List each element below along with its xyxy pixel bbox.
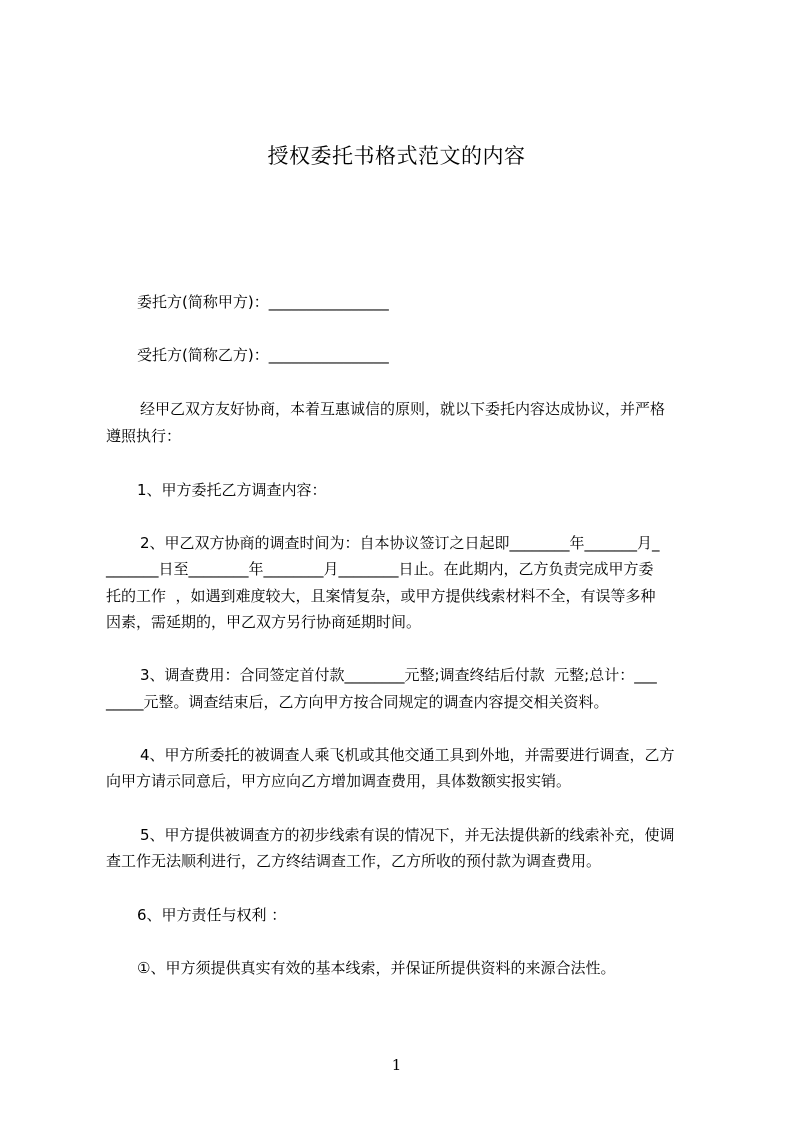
principal-line: 委托方(简称甲方)：________________ [137,293,389,311]
intro-line-1: 经甲乙双方友好协商，本着互惠诚信的原则，就以下委托内容达成协议，并严格 [140,400,666,418]
clause-2-line-1: 2、甲乙双方协商的调查时间为：自本协议签订之日起即________年_______月_ [140,534,660,552]
clause-6-item-1: ①、甲方须提供真实有效的基本线索，并保证所提供资料的来源合法性。 [137,959,616,977]
clause-2-line-2: _______日至________年________月________日止。在此期内，乙方负责完成甲方委 [106,560,654,578]
page-number: 1 [391,1056,402,1074]
clause-2-line-3: 托的工作 ，如遇到难度较大，且案情复杂，或甲方提供线索材料不全，有误等多种 [106,587,656,605]
clause-4-line-2: 向甲方请示同意后，甲方应向乙方增加调查费用，具体数额实报实销。 [106,772,572,790]
intro-line-2: 遵照执行： [106,427,182,445]
clause-5-line-1: 5、甲方提供被调查方的初步线索有误的情况下，并无法提供新的线索补充，使调 [140,826,675,844]
clause-1: 1、甲方委托乙方调查内容： [137,481,327,499]
clause-3-line-1: 3、调查费用：合同签定首付款________元整;调查终结后付款 元整;总计：___ [140,666,657,684]
clause-6-heading: 6、甲方责任与权利 ： [137,906,287,924]
clause-4-line-1: 4、甲方所委托的被调查人乘飞机或其他交通工具到外地，并需要进行调查，乙方 [140,746,675,764]
clause-2-line-4: 因素，需延期的，甲乙双方另行协商延期时间。 [106,613,422,631]
agent-line: 受托方(简称乙方)：________________ [137,346,389,364]
clause-3-line-2: _____元整。调查结束后，乙方向甲方按合同规定的调查内容提交相关资料。 [106,693,609,711]
document-title: 授权委托书格式范文的内容 [267,144,526,168]
clause-5-line-2: 查工作无法顺利进行，乙方终结调查工作，乙方所收的预付款为调查费用。 [106,852,602,870]
